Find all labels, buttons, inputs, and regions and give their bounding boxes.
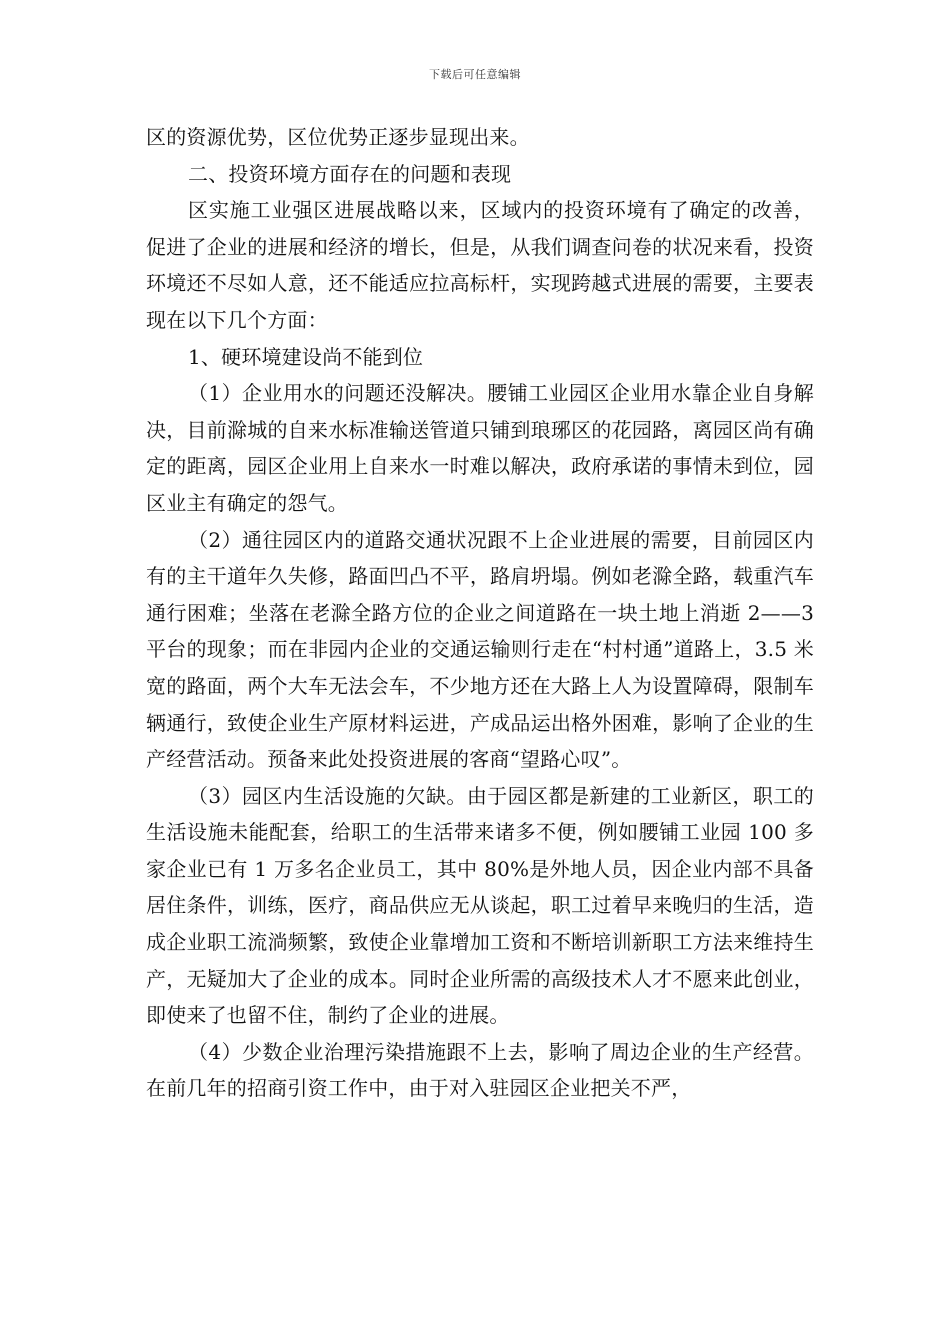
paragraph-1: 区的资源优势，区位优势正逐步显现出来。 (146, 125, 530, 149)
paragraph-item-3: （3）园区内生活设施的欠缺。由于园区都是新建的工业新区，职工的生活设施未能配套，给职工的生活带来诸多不便，例如腰铺工业园 100 多家企业已有 1 万多名企业员工，其中 80%是外地人员，因企业内部不具备居住条件，训练，医疗，商品供应无从谈起，职工过着早来晚归的生活，造成企业职工流淌频繁，致使企业靠增加工资和不断培训新职工方法来维持生产，无疑加大了企业的成本。同时企业所需的高级技术人才不愿来此创业，即使来了也留不住，制约了企业的进展。 (146, 783, 814, 1028)
page-header: 下载后可任意编辑 (429, 68, 521, 81)
paragraph-item-2: （2）通往园区内的道路交通状况跟不上企业进展的需要，目前园区内有的主干道年久失修，路面凹凸不平，路肩坍塌。例如老滁全路，载重汽车通行困难；坐落在老滁全路方位的企业之间道路在一块土地上消逝 2——3 平台的现象；而在非园内企业的交通运输则行走在“村村通”道路上，3.5 米宽的路面，两个大车无法会车，不少地方还在大路上人为设置障碍，限制车辆通行，致使企业生产原材料运进，产成品运出格外困难，影响了企业的生产经营活动。预备来此处投资进展的客商“望路心叹”。 (146, 527, 814, 772)
paragraph-item-4: （4）少数企业治理污染措施跟不上去，影响了周边企业的生产经营。在前几年的招商引资工作中，由于对入驻园区企业把关不严， (146, 1039, 814, 1101)
paragraph-item-1: （1）企业用水的问题还没解决。腰铺工业园区企业用水靠企业自身解决，目前滁城的自来水标准输送管道只铺到琅琊区的花园路，离园区尚有确定的距离，园区企业用上自来水一时难以解决，政府承诺的事情未到位，园区业主有确定的怨气。 (146, 381, 814, 515)
section-heading-2: 二、投资环境方面存在的问题和表现 (188, 161, 512, 186)
document-body (146, 119, 814, 1107)
subsection-heading-1: 1、硬环境建设尚不能到位 (188, 344, 424, 369)
paragraph-3: 区实施工业强区进展战略以来，区域内的投资环境有了确定的改善，促进了企业的进展和经济的增长，但是，从我们调查问卷的状况来看，投资环境还不尽如人意，还不能适应拉高标杆，实现跨越式进展的需要，主要表现在以下几个方面： (146, 198, 814, 332)
